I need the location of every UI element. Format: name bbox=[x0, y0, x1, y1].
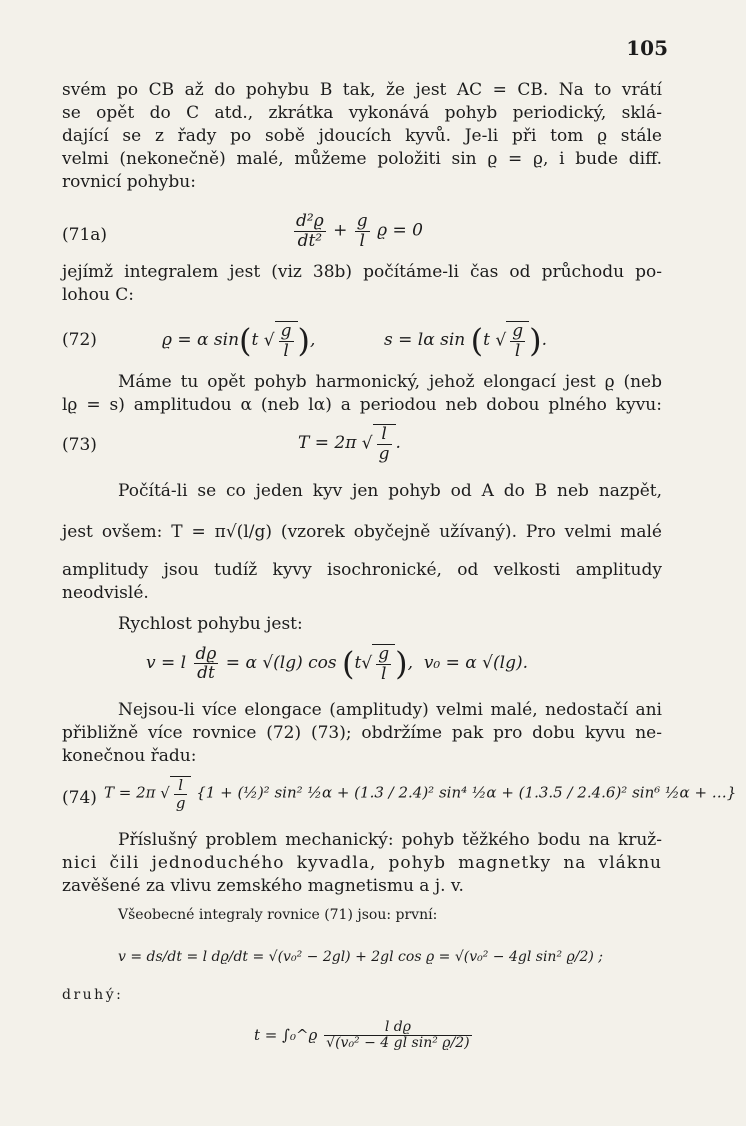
equation-label: (71a) bbox=[62, 225, 108, 245]
equation-72: (72) ϱ = α sin(t √ $\frac{g}{l}$ ), s = lα sin (t √ $\frac{g}{l}$ ). bbox=[62, 321, 547, 361]
paragraph-1-line-4: velmi (nekonečně) malé, můžeme položiti sin ϱ = ϱ, i bude diff. bbox=[62, 149, 662, 169]
paragraph-7-line-3: zavěšené za vlivu zemského magnetismu a j. v. bbox=[62, 876, 464, 896]
equation-label: (72) bbox=[62, 330, 97, 350]
equation-first-integral: v = ds/dt = l dϱ/dt = √(v₀² − 2gl) + 2gl cos ϱ = √(v₀² − 4gl sin² ϱ/2) ; bbox=[118, 949, 603, 965]
paragraph-7-line-1: Příslušný problem mechanický: pohyb těžkého bodu na kruž- bbox=[118, 830, 662, 850]
paragraph-6-line-3: konečnou řadu: bbox=[62, 746, 197, 766]
paragraph-1-line-2: se opět do C atd., zkrátka vykonává pohyb periodický, sklá- bbox=[62, 103, 662, 123]
paragraph-3-line-2: lϱ = s) amplitudou α (neb lα) a periodou neb dobou plného kyvu: bbox=[62, 395, 662, 415]
equation-71a: (71a) $\frac{\text{d²ϱ}}{\text{dt²}}$ + $\frac{g}{l}$ ϱ = 0 bbox=[62, 211, 423, 251]
equation-label: (74) bbox=[62, 788, 97, 808]
paragraph-7-line-2: nici čili jednoduchého kyvadla, pohyb magnetky na vláknu bbox=[62, 853, 662, 873]
equation-73: (73) T = 2π √ $\frac{l}{g}$ . bbox=[62, 424, 401, 464]
paragraph-4-line-3: amplitudy jsou tudíž kyvy isochronické, od velkosti amplitudy bbox=[62, 560, 662, 580]
equation-74: (74) T = 2π √ $\frac{l}{g}$ {1 + (½)² sin² ½α + (1.3 / 2.4)² sin⁴ ½α + (1.3.5 / 2.4.6)² sin⁶ ½α + …} bbox=[62, 776, 737, 812]
paragraph-2-line-2: lohou C: bbox=[62, 285, 134, 305]
paragraph-1-line-3: dající se z řady po sobě jdoucích kyvů. Je-li při tom ϱ stále bbox=[62, 126, 662, 146]
paragraph-9: druhý: bbox=[62, 987, 124, 1003]
paragraph-2-line-1: jejímž integralem jest (viz 38b) počítáme-li čas od průchodu po- bbox=[62, 262, 662, 282]
paragraph-1-line-1: svém po CB až do pohybu B tak, že jest AC = CB. Na to vrátí bbox=[62, 80, 662, 100]
page-number: 105 bbox=[626, 36, 668, 60]
paragraph-3-line-1: Máme tu opět pohyb harmonický, jehož elongací jest ϱ (neb bbox=[118, 372, 662, 392]
equation-second-integral: t = ∫₀^ϱ $\frac{\text{l dϱ}}{\text{√(v₀² − 4 gl sin² ϱ/2)}}$ bbox=[254, 1019, 470, 1052]
equation-velocity: v = l $\frac{dϱ}{dt}$ = α √(lg) cos (t√ $\frac{g}{l}$ ), v₀ = α √(lg). bbox=[146, 643, 528, 684]
paragraph-1-line-5: rovnicí pohybu: bbox=[62, 172, 196, 192]
paragraph-8: Všeobecné integraly rovnice (71) jsou: první: bbox=[118, 907, 438, 923]
paragraph-4-line-2: jest ovšem: T = π√(l/g) (vzorek obyčejně užívaný). Pro velmi malé bbox=[62, 522, 662, 542]
equation-label: (73) bbox=[62, 435, 97, 455]
paragraph-6-line-2: přibližně více rovnice (72) (73); obdržíme pak pro dobu kyvu ne- bbox=[62, 723, 662, 743]
paragraph-6-line-1: Nejsou-li více elongace (amplitudy) velmi malé, nedostačí ani bbox=[118, 700, 662, 720]
paragraph-4-line-4: neodvislé. bbox=[62, 583, 149, 603]
paragraph-5: Rychlost pohybu jest: bbox=[118, 614, 303, 634]
paragraph-4-line-1: Počítá-li se co jeden kyv jen pohyb od A do B neb nazpět, bbox=[118, 481, 662, 501]
